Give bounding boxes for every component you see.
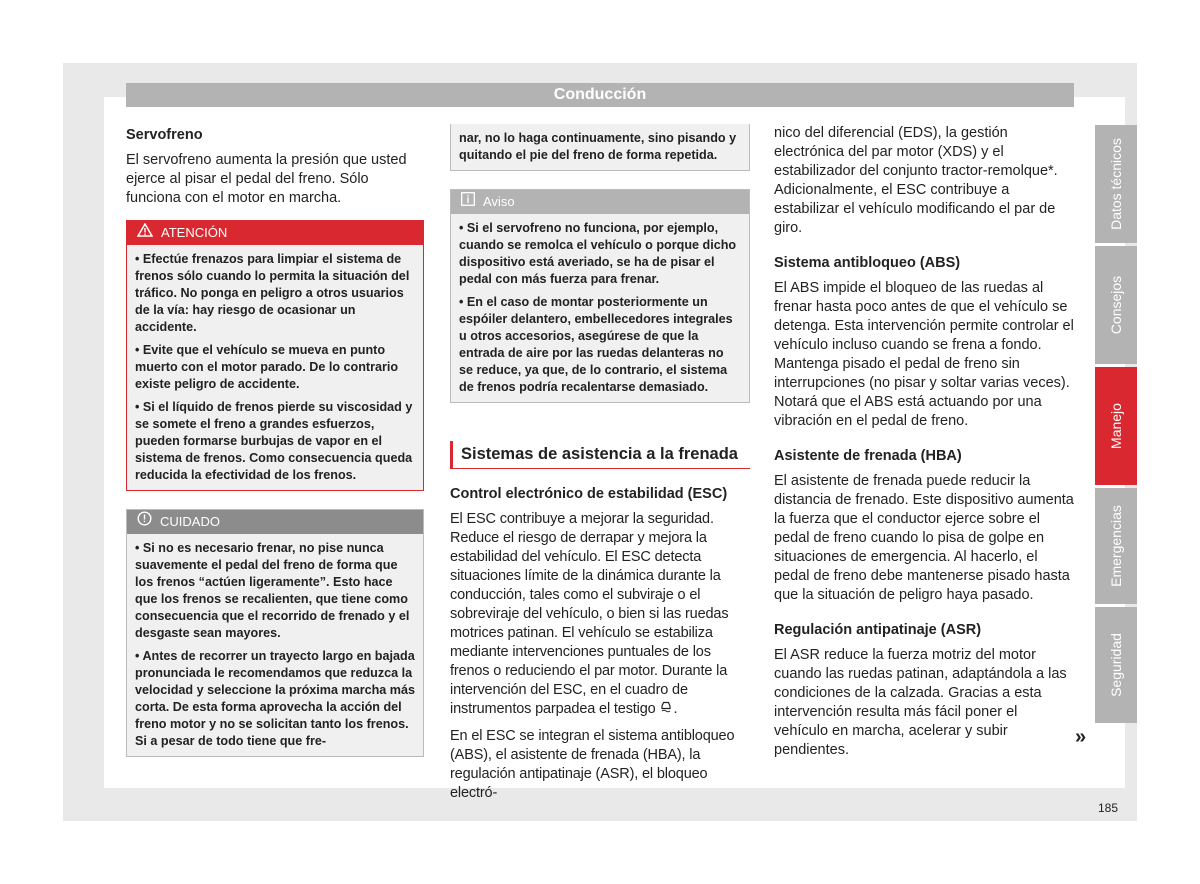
caution-box (126, 509, 424, 757)
warning-triangle-icon (137, 221, 153, 245)
caution-box-continued (450, 124, 750, 171)
caution-header (127, 510, 423, 534)
tab-label: Emergencias (1108, 505, 1124, 587)
warning-header (127, 221, 423, 245)
column-1 (126, 124, 424, 757)
warning-item: • Efectúe frenazos para limpiar el sistema de frenos sólo cuando lo permita la situación del tráfico. No ponga en peligro a otros usuarios de la vía: hay riesgo de ocasionar un accidente. (135, 252, 410, 334)
tab-label: Manejo (1108, 403, 1124, 449)
asr-heading: Regulación antipatinaje (ASR) (774, 622, 982, 638)
warning-box (126, 220, 424, 491)
info-icon (461, 190, 475, 214)
tab-label: Seguridad (1108, 633, 1124, 697)
tab-label: Datos técnicos (1108, 138, 1124, 230)
tab-manejo[interactable] (1095, 367, 1137, 485)
tab-label: Consejos (1108, 275, 1124, 335)
esc-paragraph: El ESC contribuye a mejorar la seguridad. Reduce el riesgo de derrapar y mejora la estabilidad del vehículo. El ESC detecta situaciones límite de la dinámica durante la conducción, tales como el subviraje o el sobreviraje del vehículo, o bien si las ruedas motrices patinan. El vehículo se estabiliza mediante intervenciones puntuales de los frenos o reduciendo el par motor. Durante la intervención del ESC, en el cuadro de instrumentos parpadea el testigo (450, 511, 729, 717)
caution-continued-text: nar, no lo haga continuamente, sino pisando y quitando el pie del freno de forma repetida. (459, 131, 737, 162)
warning-item: • Si el líquido de frenos pierde su viscosidad y se somete el freno a grandes esfuerzos, pueden formarse burbujas de vapor en el sistema de frenos. Como consecuencia queda reducida la efectividad de los frenos. (135, 400, 413, 482)
caution-title: CUIDADO (160, 514, 220, 529)
column-3 (774, 124, 1074, 760)
servofreno-heading: Servofreno (126, 127, 203, 143)
exclamation-circle-icon (137, 510, 152, 534)
abs-heading: Sistema antibloqueo (ABS) (774, 255, 961, 271)
hba-text: El asistente de frenada puede reducir la distancia de frenado. Este dispositivo aumenta la fuerza que el conductor ejerce sobre el pedal de freno cuando lo pisa de golpe en situaciones de emergencia. Al hacerlo, el pedal de freno debe mantenerse pisado hasta que la situación de peligro haya pasado. (774, 473, 1074, 603)
tab-datos-tecnicos[interactable] (1095, 125, 1137, 243)
caution-body (127, 534, 423, 756)
note-item: • En el caso de montar posteriormente un espóiler delantero, embellecedores integrales u otros accesorios, asegúrese de que la entrada de aire por las ruedas delanteras no se reduce, ya que, de lo contrario, el sistema de frenos podría recalentarse demasiado. (459, 295, 733, 394)
asr-text: El ASR reduce la fuerza motriz del motor cuando las ruedas patinan, adaptándola a las condiciones de la calzada. Gracias a esta intervención resulta más fácil poner el vehículo en marcha, acelerar y subir pendientes. (774, 647, 1067, 758)
hba-heading: Asistente de frenada (HBA) (774, 448, 962, 464)
tab-emergencias[interactable] (1095, 488, 1137, 604)
esc-text (450, 510, 750, 719)
tab-seguridad[interactable] (1095, 607, 1137, 723)
warning-item: • Evite que el vehículo se mueva en punto muerto con el motor parado. De lo contrario existe peligro de accidente. (135, 343, 399, 391)
section-title: Sistemas de asistencia a la frenada (450, 441, 750, 469)
servofreno-intro: El servofreno aumenta la presión que usted ejerce al pisar el pedal del freno. Sólo funciona con el motor en marcha. (126, 152, 407, 206)
note-title: Aviso (483, 194, 515, 209)
note-header (451, 190, 749, 214)
tab-consejos[interactable] (1095, 246, 1137, 364)
esc-skid-icon: . (659, 701, 677, 717)
note-box (450, 189, 750, 403)
caution-item: • Si no es necesario frenar, no pise nunca suavemente el pedal del freno de forma que los frenos “actúen ligeramente”. Esto hace que los frenos se recalienten, que tiene como consecuencia que el recorrido de frenado y el desgaste sean mayores. (135, 541, 410, 640)
column-2 (450, 124, 750, 803)
warning-title: ATENCIÓN (161, 225, 228, 240)
note-body (451, 214, 749, 402)
esc-text-2: En el ESC se integran el sistema antibloqueo (ABS), el asistente de frenada (HBA), la regulación antipatinaje (ASR), el bloqueo electró- (450, 728, 735, 801)
page-number: 185 (1098, 801, 1119, 815)
chapter-header: Conducción (126, 83, 1074, 107)
continue-arrow: » (1075, 726, 1087, 748)
chapter-tabs (1095, 125, 1137, 726)
caution-item: • Antes de recorrer un trayecto largo en bajada pronunciada le recomendamos que reduzca la velocidad y seleccione la próxima marcha más corta. De esta forma aprovecha la acción del freno motor y no se solicitan tanto los frenos. Si a pesar de todo tiene que fre- (135, 649, 416, 748)
esc-continued-text: nico del diferencial (EDS), la gestión electrónica del par motor (XDS) y el estabilizador del conjunto tractor-remolque*. Adicionalmente, el ESC contribuye a estabilizar el vehículo modificando el par de giro. (774, 125, 1058, 236)
note-item: • Si el servofreno no funciona, por ejemplo, cuando se remolca el vehículo o porque dicho dispositivo está averiado, se ha de pisar el pedal con más fuerza para frenar. (459, 221, 737, 286)
warning-body (127, 245, 423, 490)
esc-heading: Control electrónico de estabilidad (ESC) (450, 486, 728, 502)
abs-text: El ABS impide el bloqueo de las ruedas al frenar hasta poco antes de que el vehículo se detenga. Esta intervención permite controlar el vehículo incluso cuando se frena a fondo. Mantenga pisado el pedal de freno sin interrupciones (no pisar y soltar varias veces). Notará que el ABS está actuando por una vibración en el pedal de freno. (774, 280, 1074, 429)
